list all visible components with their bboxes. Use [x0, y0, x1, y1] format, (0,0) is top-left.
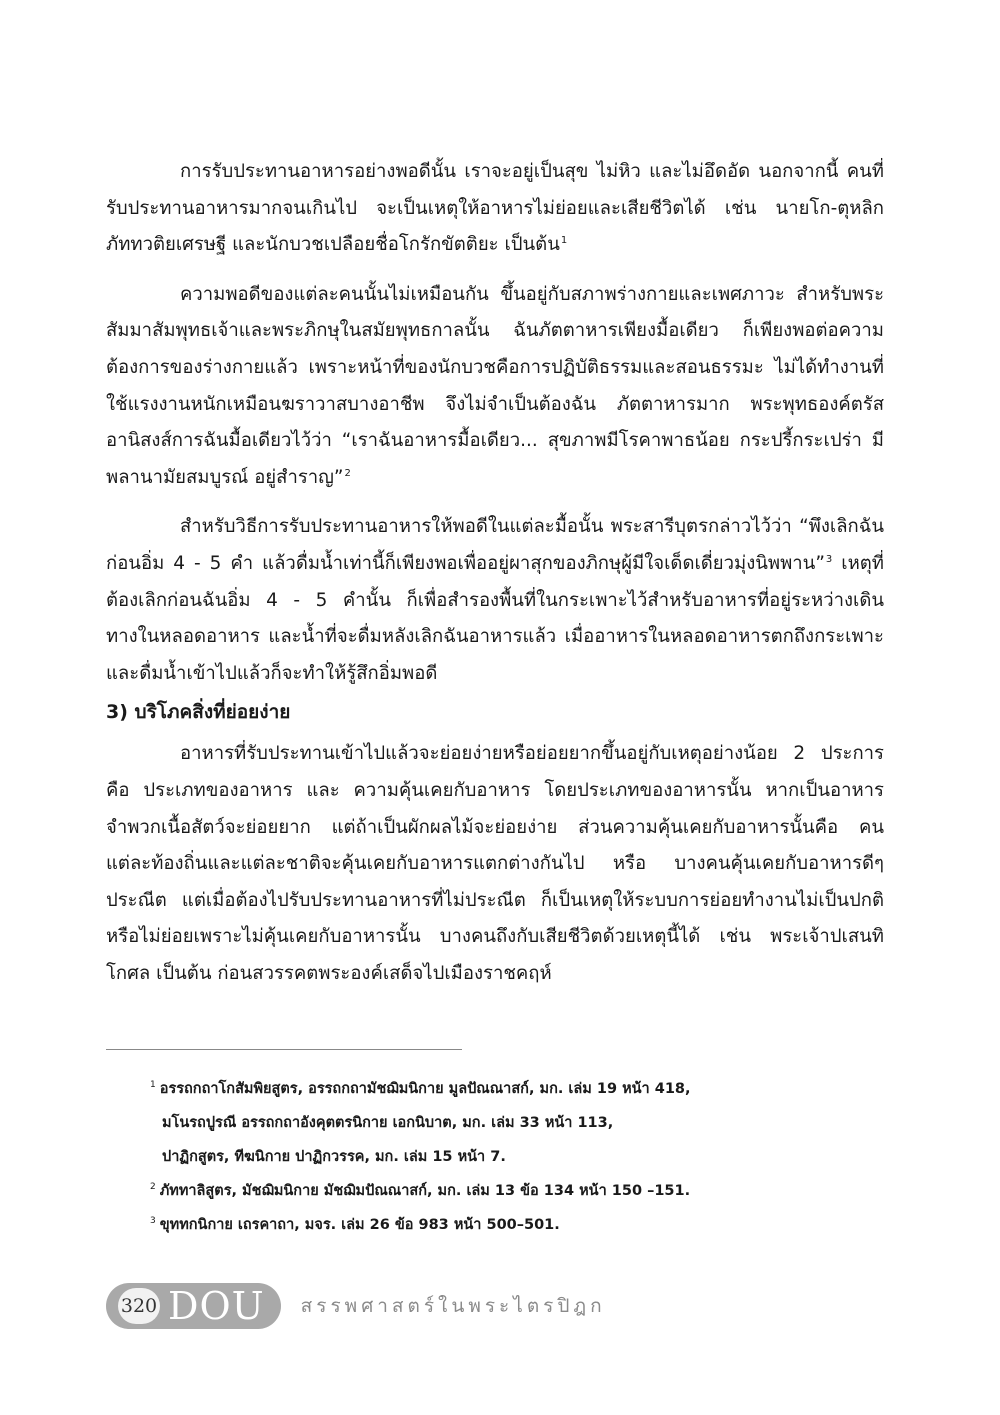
- footnote-number: 3: [150, 1216, 156, 1227]
- footnote-1-cont: [150, 1141, 910, 1173]
- book-title: สรรพศาสตร์ในพระไตรปิฎก: [300, 1295, 606, 1317]
- page-number: 320: [118, 1288, 160, 1324]
- paragraph-text: เหตุที่ต้องเลิกก่อนฉันอิ่ม 4 - 5 คำนั้น ก็เพื่อสำรองพื้นที่ในกระเพาะไว้สำหรับอาหารที่อยู่ระหว่างเดินทางในหลอดอาหาร และน้ำที่จะดื่มหลังเลิกฉันอาหารแล้ว เมื่ออาหารในหลอดอาหารตกถึงกระเพาะ และดื่มน้ำเข้าไปแล้วก็จะทำให้รู้สึกอิ่มพอดี: [106, 552, 884, 684]
- footnote-text: อรรถกถาโกสัมพิยสูตร, อรรถกถามัชฌิมนิกาย มูลปัณณาสก์, มก. เล่ม 19 หน้า 418,: [159, 1081, 691, 1097]
- page-footer: [106, 1282, 606, 1330]
- brand-logo-text: DOU: [168, 1284, 265, 1328]
- footnote-number: 2: [150, 1182, 156, 1193]
- paragraph-text: สำหรับวิธีการรับประทานอาหารให้พอดีในแต่ละมื้อนั้น พระสารีบุตรกล่าวไว้ว่า “พึงเลิกฉันก่อนอิ่ม 4 - 5 คำ แล้วดื่มน้ำเท่านี้ก็เพียงพอเพื่ออยู่ผาสุกของภิกษุผู้มีใจเด็ดเดี่ยวมุ่งนิพพาน”: [106, 516, 884, 574]
- footnote-divider: [106, 1049, 462, 1050]
- footnote-text: ปาฏิกสูตร, ทีฆนิกาย ปาฏิกวรรค, มก. เล่ม 15 หน้า 7.: [162, 1149, 506, 1165]
- paragraph-text: ความพอดีของแต่ละคนนั้นไม่เหมือนกัน ขึ้นอยู่กับสภาพร่างกายและเพศภาวะ สำหรับพระสัมมาสัมพุทธเจ้าและพระภิกษุในสมัยพุทธกาลนั้น ฉันภัตตาหารเพียงมื้อเดียว ก็เพียงพอต่อความต้องการของร่างกายแล้ว เพราะหน้าที่ของนักบวชคือการปฏิบัติธรรมและสอนธรรมะ ไม่ได้ทำงานที่ใช้แรงงานหนักเหมือนฆราวาสบางอาชีพ จึงไม่จำเป็นต้องฉัน ภัตตาหารมาก พระพุทธองค์ตรัสอานิสงส์การฉันมื้อเดียวไว้ว่า “เราฉันอาหารมื้อเดียว... สุขภาพมีโรคาพาธน้อย กระปรี้กระเปร่า มีพลานามัยสมบูรณ์ อยู่สำราญ”: [106, 283, 884, 488]
- footnote-1-cont: [150, 1107, 910, 1139]
- paragraph-text: การรับประทานอาหารอย่างพอดีนั้น เราจะอยู่เป็นสุข ไม่หิว และไม่อึดอัด นอกจากนี้ คนที่รับประทานอาหารมากจนเกินไป จะเป็นเหตุให้อาหารไม่ย่อยและเสียชีวิตได้ เช่น นายโก-ตุหลิก ภัททวติยเศรษฐี และนักบวชเปลือยชื่อโกรักขัตติยะ เป็นต้น: [106, 161, 884, 256]
- footnotes: [150, 1073, 910, 1243]
- body-text: [106, 154, 884, 992]
- footnote-ref: 1: [560, 235, 568, 247]
- footnote-text: ภัททาลิสูตร, มัชฌิมนิกาย มัชฌิมปัณณาสก์, มก. เล่ม 13 ข้อ 134 หน้า 150 –151.: [159, 1183, 691, 1199]
- footnote-ref: 2: [344, 467, 351, 479]
- paragraph: [106, 736, 884, 992]
- footnote-3: [150, 1209, 910, 1241]
- footnote-ref: 3: [825, 553, 833, 565]
- footnote-text: มโนรถปูรณี อรรถกถาอังคุตตรนิกาย เอกนิบาต, มก. เล่ม 33 หน้า 113,: [162, 1115, 614, 1131]
- section-heading: 3) บริโภคสิ่งที่ย่อยง่าย: [106, 701, 291, 724]
- page-badge: [106, 1283, 281, 1329]
- footnote-number: 1: [150, 1080, 156, 1091]
- footnote-1: [150, 1073, 910, 1105]
- footnote-text: ขุททกนิกาย เถรคาถา, มจร. เล่ม 26 ข้อ 983 หน้า 500–501.: [159, 1217, 560, 1233]
- paragraph: [106, 509, 884, 692]
- footnote-2: [150, 1175, 910, 1207]
- paragraph: [106, 154, 884, 264]
- paragraph: [106, 277, 884, 497]
- paragraph-text: อาหารที่รับประทานเข้าไปแล้วจะย่อยง่ายหรือย่อยยากขึ้นอยู่กับเหตุอย่างน้อย 2 ประการ คือ ประเภทของอาหาร และ ความคุ้นเคยกับอาหาร โดยประเภทของอาหารนั้น หากเป็นอาหารจำพวกเนื้อสัตว์จะย่อยยาก แต่ถ้าเป็นผักผลไม้จะย่อยง่าย ส่วนความคุ้นเคยกับอาหารนั้นคือ คนแต่ละท้องถิ่นและแต่ละชาติจะคุ้นเคยกับอาหารแตกต่างกันไป หรือ บางคนคุ้นเคยกับอาหารดีๆ ประณีต แต่เมื่อต้องไปรับประทานอาหารที่ไม่ประณีต ก็เป็นเหตุให้ระบบการย่อยทำงานไม่เป็นปกติหรือไม่ย่อยเพราะไม่คุ้นเคยกับอาหารนั้น บางคนถึงกับเสียชีวิตด้วยเหตุนี้ได้ เช่น พระเจ้าปเสนทิโกศล เป็นต้น ก่อนสวรรคตพระองค์เสด็จไปเมืองราชคฤห์: [106, 743, 884, 984]
